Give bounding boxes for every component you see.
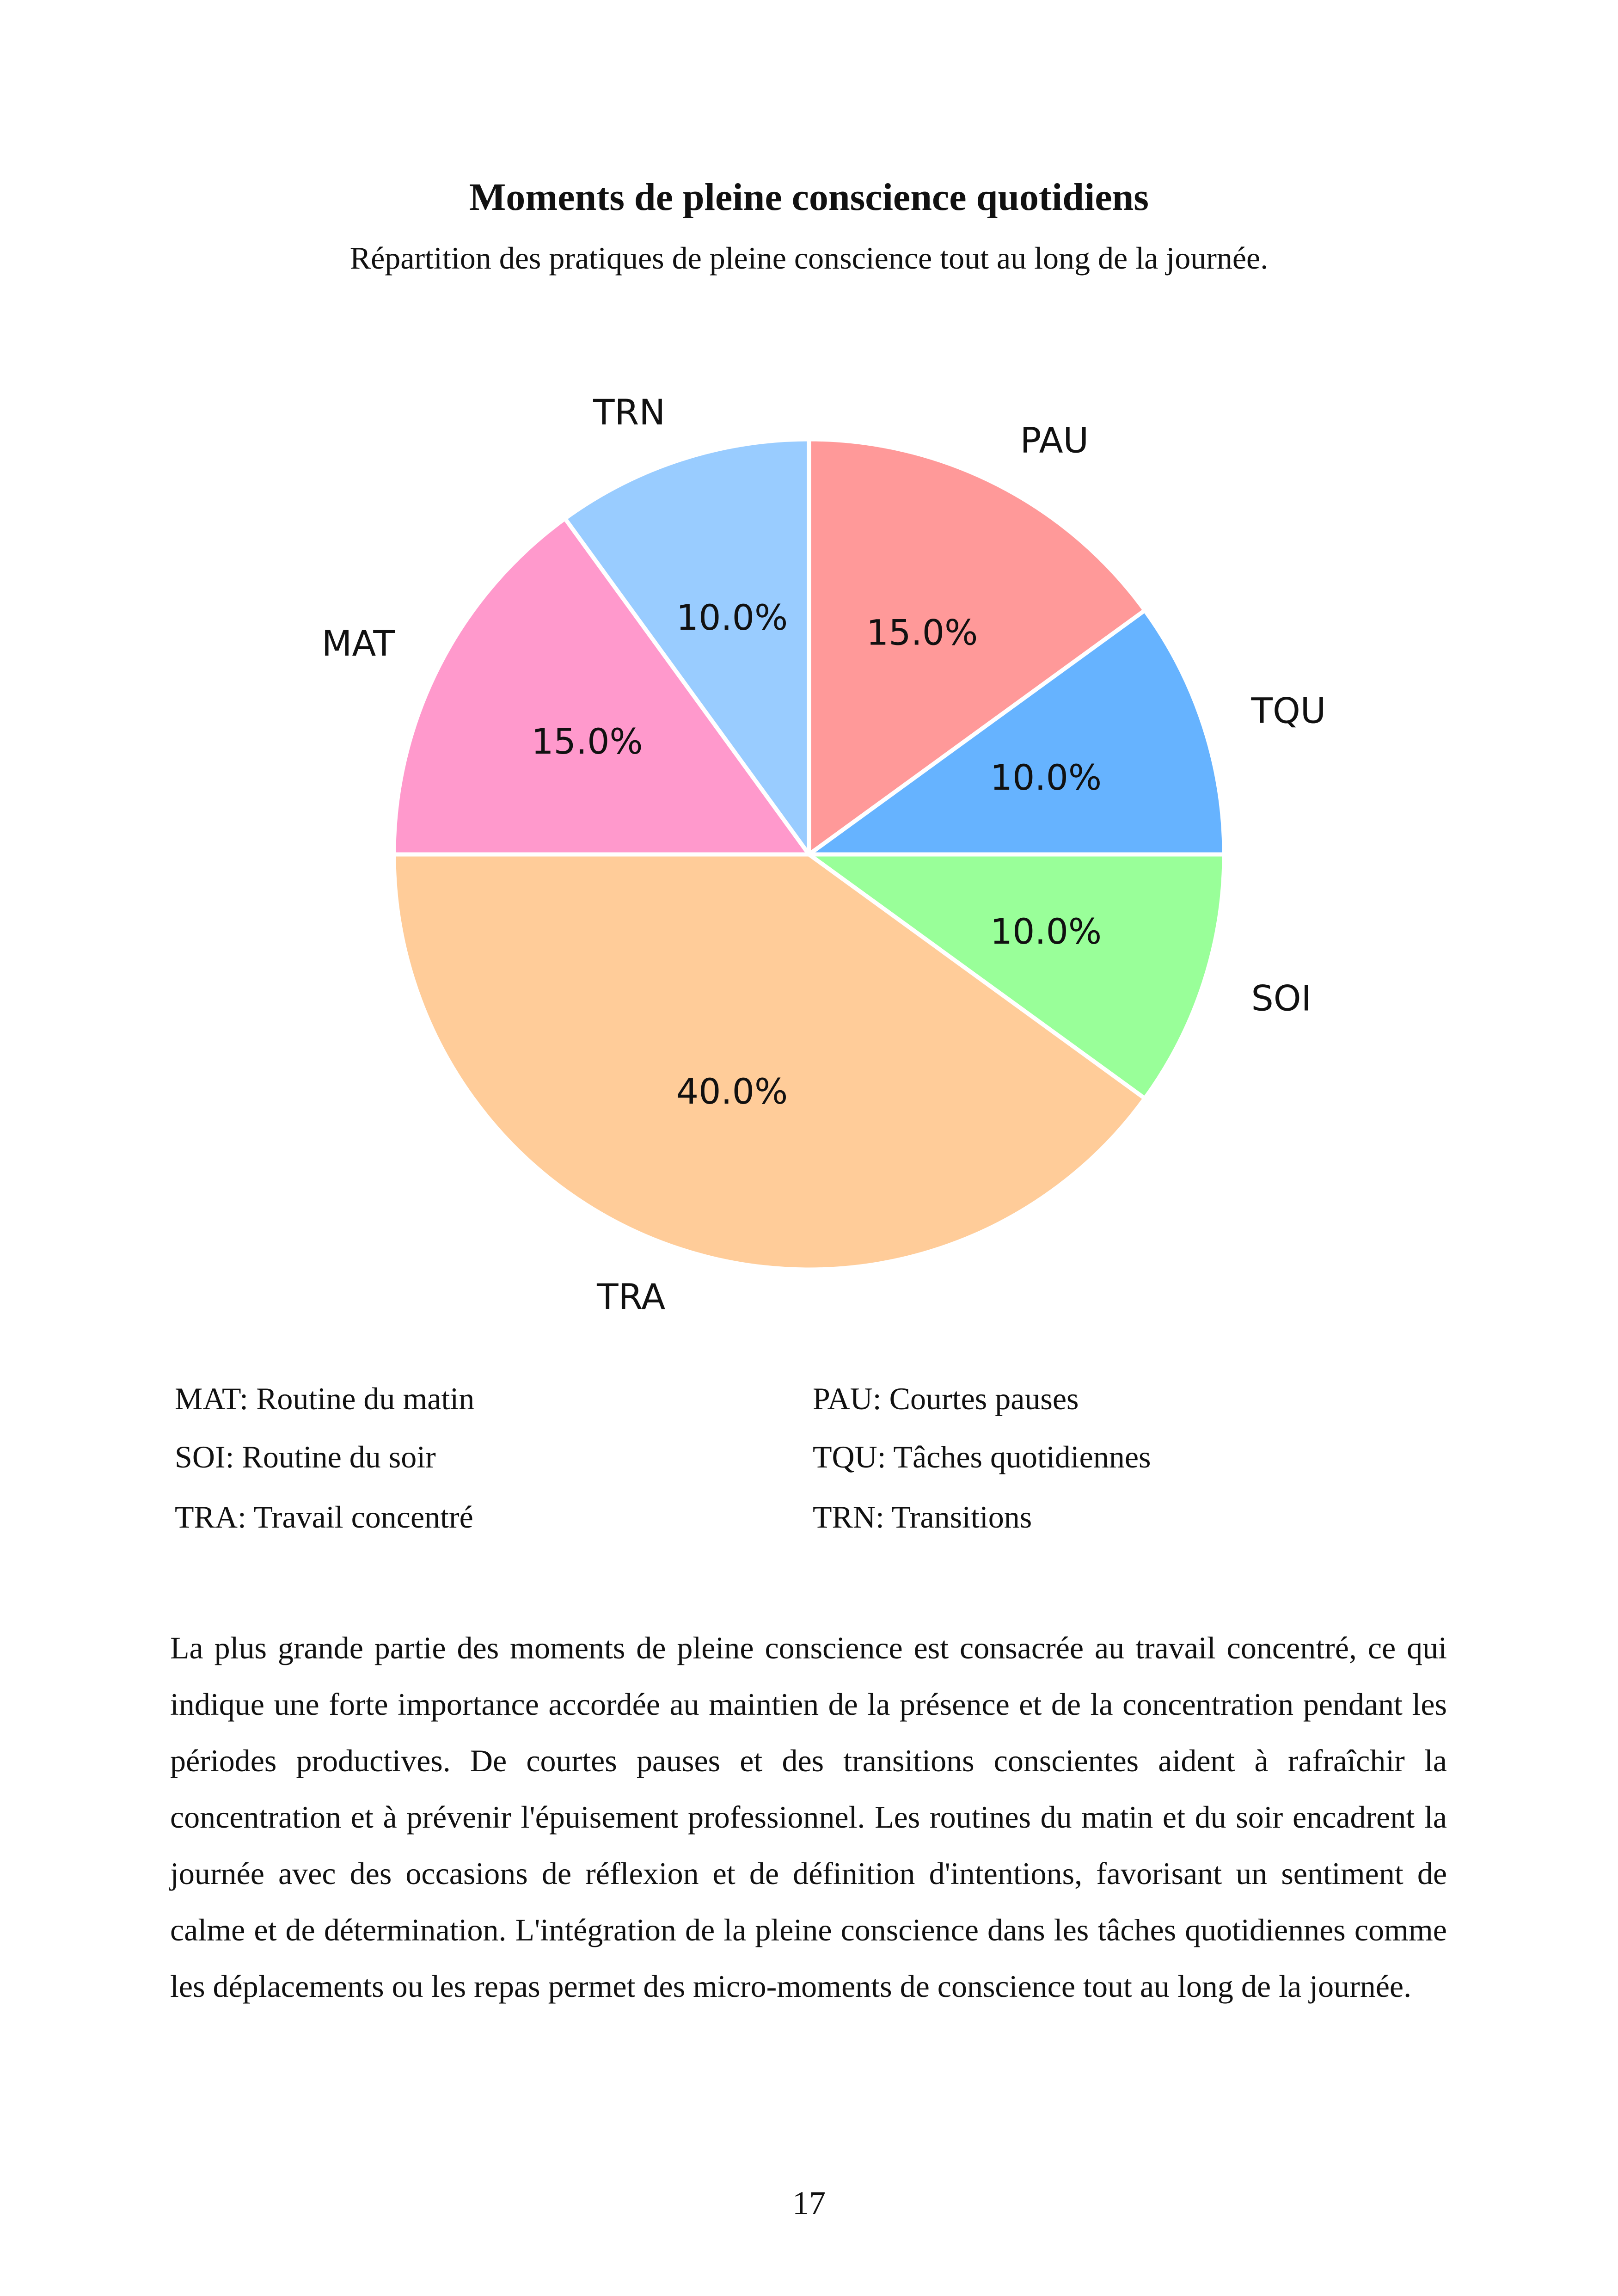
page-subtitle: Répartition des pratiques de pleine conscience tout au long de la journée. <box>349 240 1269 276</box>
legend-item-pau: PAU: Courtes pauses <box>813 1381 1079 1416</box>
pie-category-label-tra: TRA <box>597 1276 666 1318</box>
legend-item-mat: MAT: Routine du matin <box>175 1381 475 1416</box>
pie-pct-label-tqu: 10.0% <box>990 757 1102 798</box>
pie-pct-label-soi: 10.0% <box>990 910 1102 952</box>
legend-item-trn: TRN: Transitions <box>813 1499 1032 1535</box>
pie-category-label-pau: PAU <box>1020 419 1089 461</box>
pie-pct-label-mat: 15.0% <box>531 720 643 762</box>
legend-item-tra: TRA: Travail concentré <box>175 1499 473 1535</box>
abbreviation-legend <box>175 1375 1469 1560</box>
pie-category-label-tqu: TQU <box>1251 690 1326 731</box>
pie-category-label-trn: TRN <box>593 391 666 433</box>
page-number: 17 <box>792 2185 826 2222</box>
pie-pct-label-tra: 40.0% <box>676 1070 788 1112</box>
legend-item-soi: SOI: Routine du soir <box>175 1439 436 1474</box>
pie-pct-label-trn: 10.0% <box>676 597 788 638</box>
pie-category-label-mat: MAT <box>321 622 395 664</box>
legend-item-tqu: TQU: Tâches quotidiennes <box>813 1439 1151 1474</box>
page-title: Moments de pleine conscience quotidiens <box>469 176 1149 219</box>
body-paragraph: La plus grande partie des moments de pleine conscience est consacrée au travail concentré, ce qui indique une forte importance accordée au maintien de la présence et de la concentration pendant les périodes productives. De courtes pauses et des transitions conscientes aident à rafraîchir la concentration et à prévenir l'épuisement professionnel. Les routines du matin et du soir encadrent la journée avec des occasions de réflexion et de définition d'intentions, favorisant un sentiment de calme et de détermination. L'intégration de la pleine conscience dans les tâches quotidiennes comme les déplacements ou les repas permet des micro-moments de conscience tout au long de la journée. <box>170 1630 1447 2004</box>
pie-pct-label-pau: 15.0% <box>866 612 978 653</box>
pie-category-label-soi: SOI <box>1251 977 1312 1019</box>
